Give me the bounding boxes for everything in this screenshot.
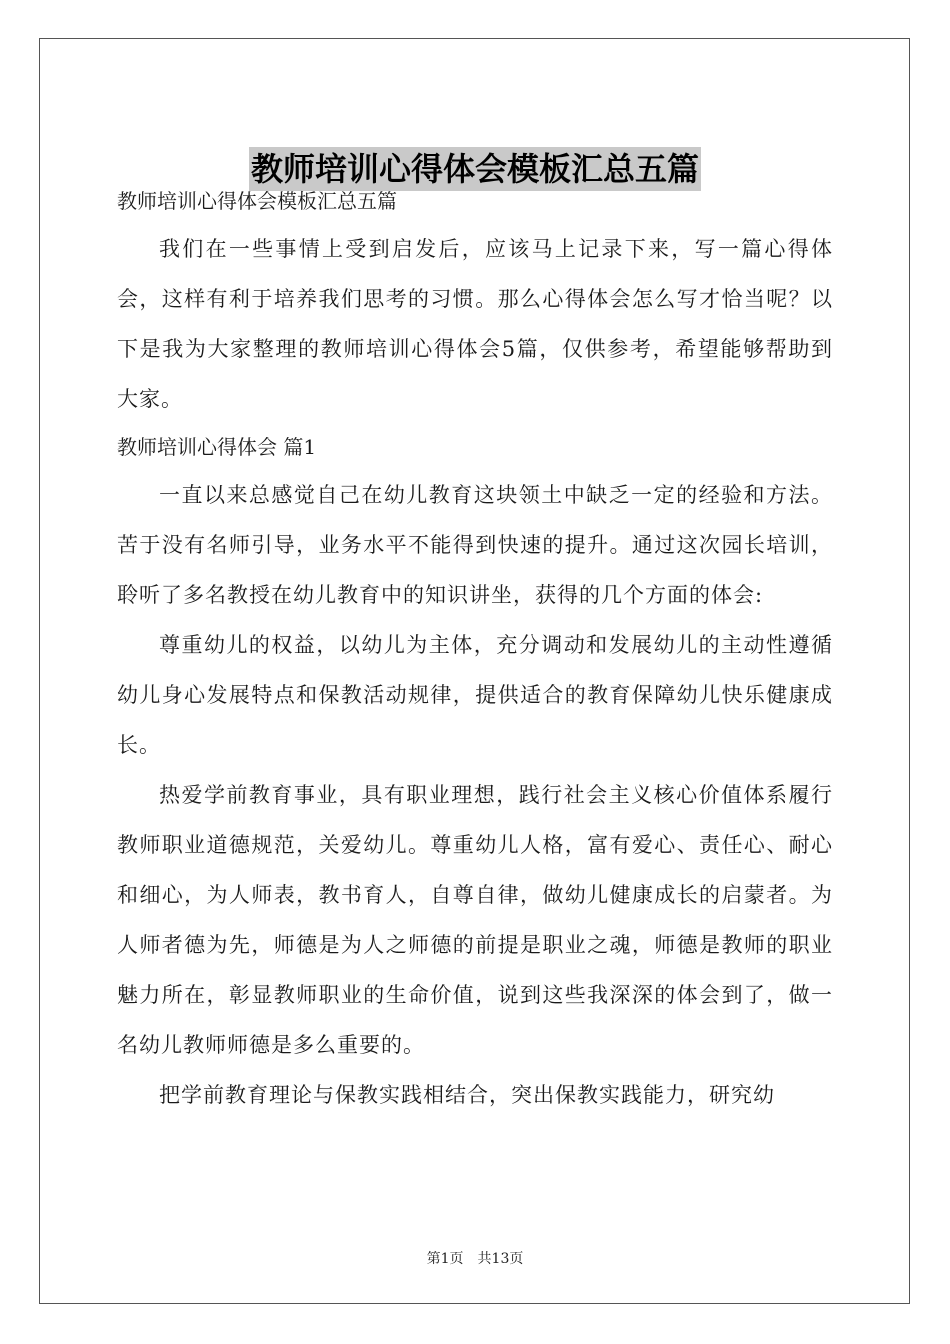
page-total: 共13页 — [477, 1251, 524, 1267]
document-body — [117, 178, 833, 1120]
section-heading: 教师培训心得体会 篇1 — [117, 435, 317, 459]
document-title: 教师培训心得体会模板汇总五篇 — [249, 147, 701, 191]
intro-paragraph: 我们在一些事情上受到启发后，应该马上记录下来，写一篇心得体会，这样有利于培养我们思考的习惯。那么心得体会怎么写才恰当呢？以下是我为大家整理的教师培训心得体会5篇，仅供参考，希望能够帮助到大家。 — [117, 237, 833, 411]
page-footer — [0, 1248, 950, 1268]
body-paragraph: 把学前教育理论与保教实践相结合，突出保教实践能力，研究幼 — [159, 1083, 775, 1107]
body-paragraph: 尊重幼儿的权益，以幼儿为主体，充分调动和发展幼儿的主动性遵循幼儿身心发展特点和保教活动规律，提供适合的教育保障幼儿快乐健康成长。 — [117, 633, 833, 757]
document-subtitle: 教师培训心得体会模板汇总五篇 — [117, 189, 397, 213]
body-paragraph: 一直以来总感觉自己在幼儿教育这块领土中缺乏一定的经验和方法。苦于没有名师引导，业务水平不能得到快速的提升。通过这次园长培训，聆听了多名教授在幼儿教育中的知识讲坐，获得的几个方面的体会: — [117, 483, 833, 607]
page-number: 第1页 — [426, 1251, 464, 1267]
body-paragraph: 热爱学前教育事业，具有职业理想，践行社会主义核心价值体系履行教师职业道德规范，关爱幼儿。尊重幼儿人格，富有爱心、责任心、耐心和细心，为人师表，教书育人，自尊自律，做幼儿健康成长的启蒙者。为人师者德为先，师德是为人之师德的前提是职业之魂，师德是教师的职业魅力所在，彰显教师职业的生命价值，说到这些我深深的体会到了，做一名幼儿教师师德是多么重要的。 — [117, 783, 833, 1057]
